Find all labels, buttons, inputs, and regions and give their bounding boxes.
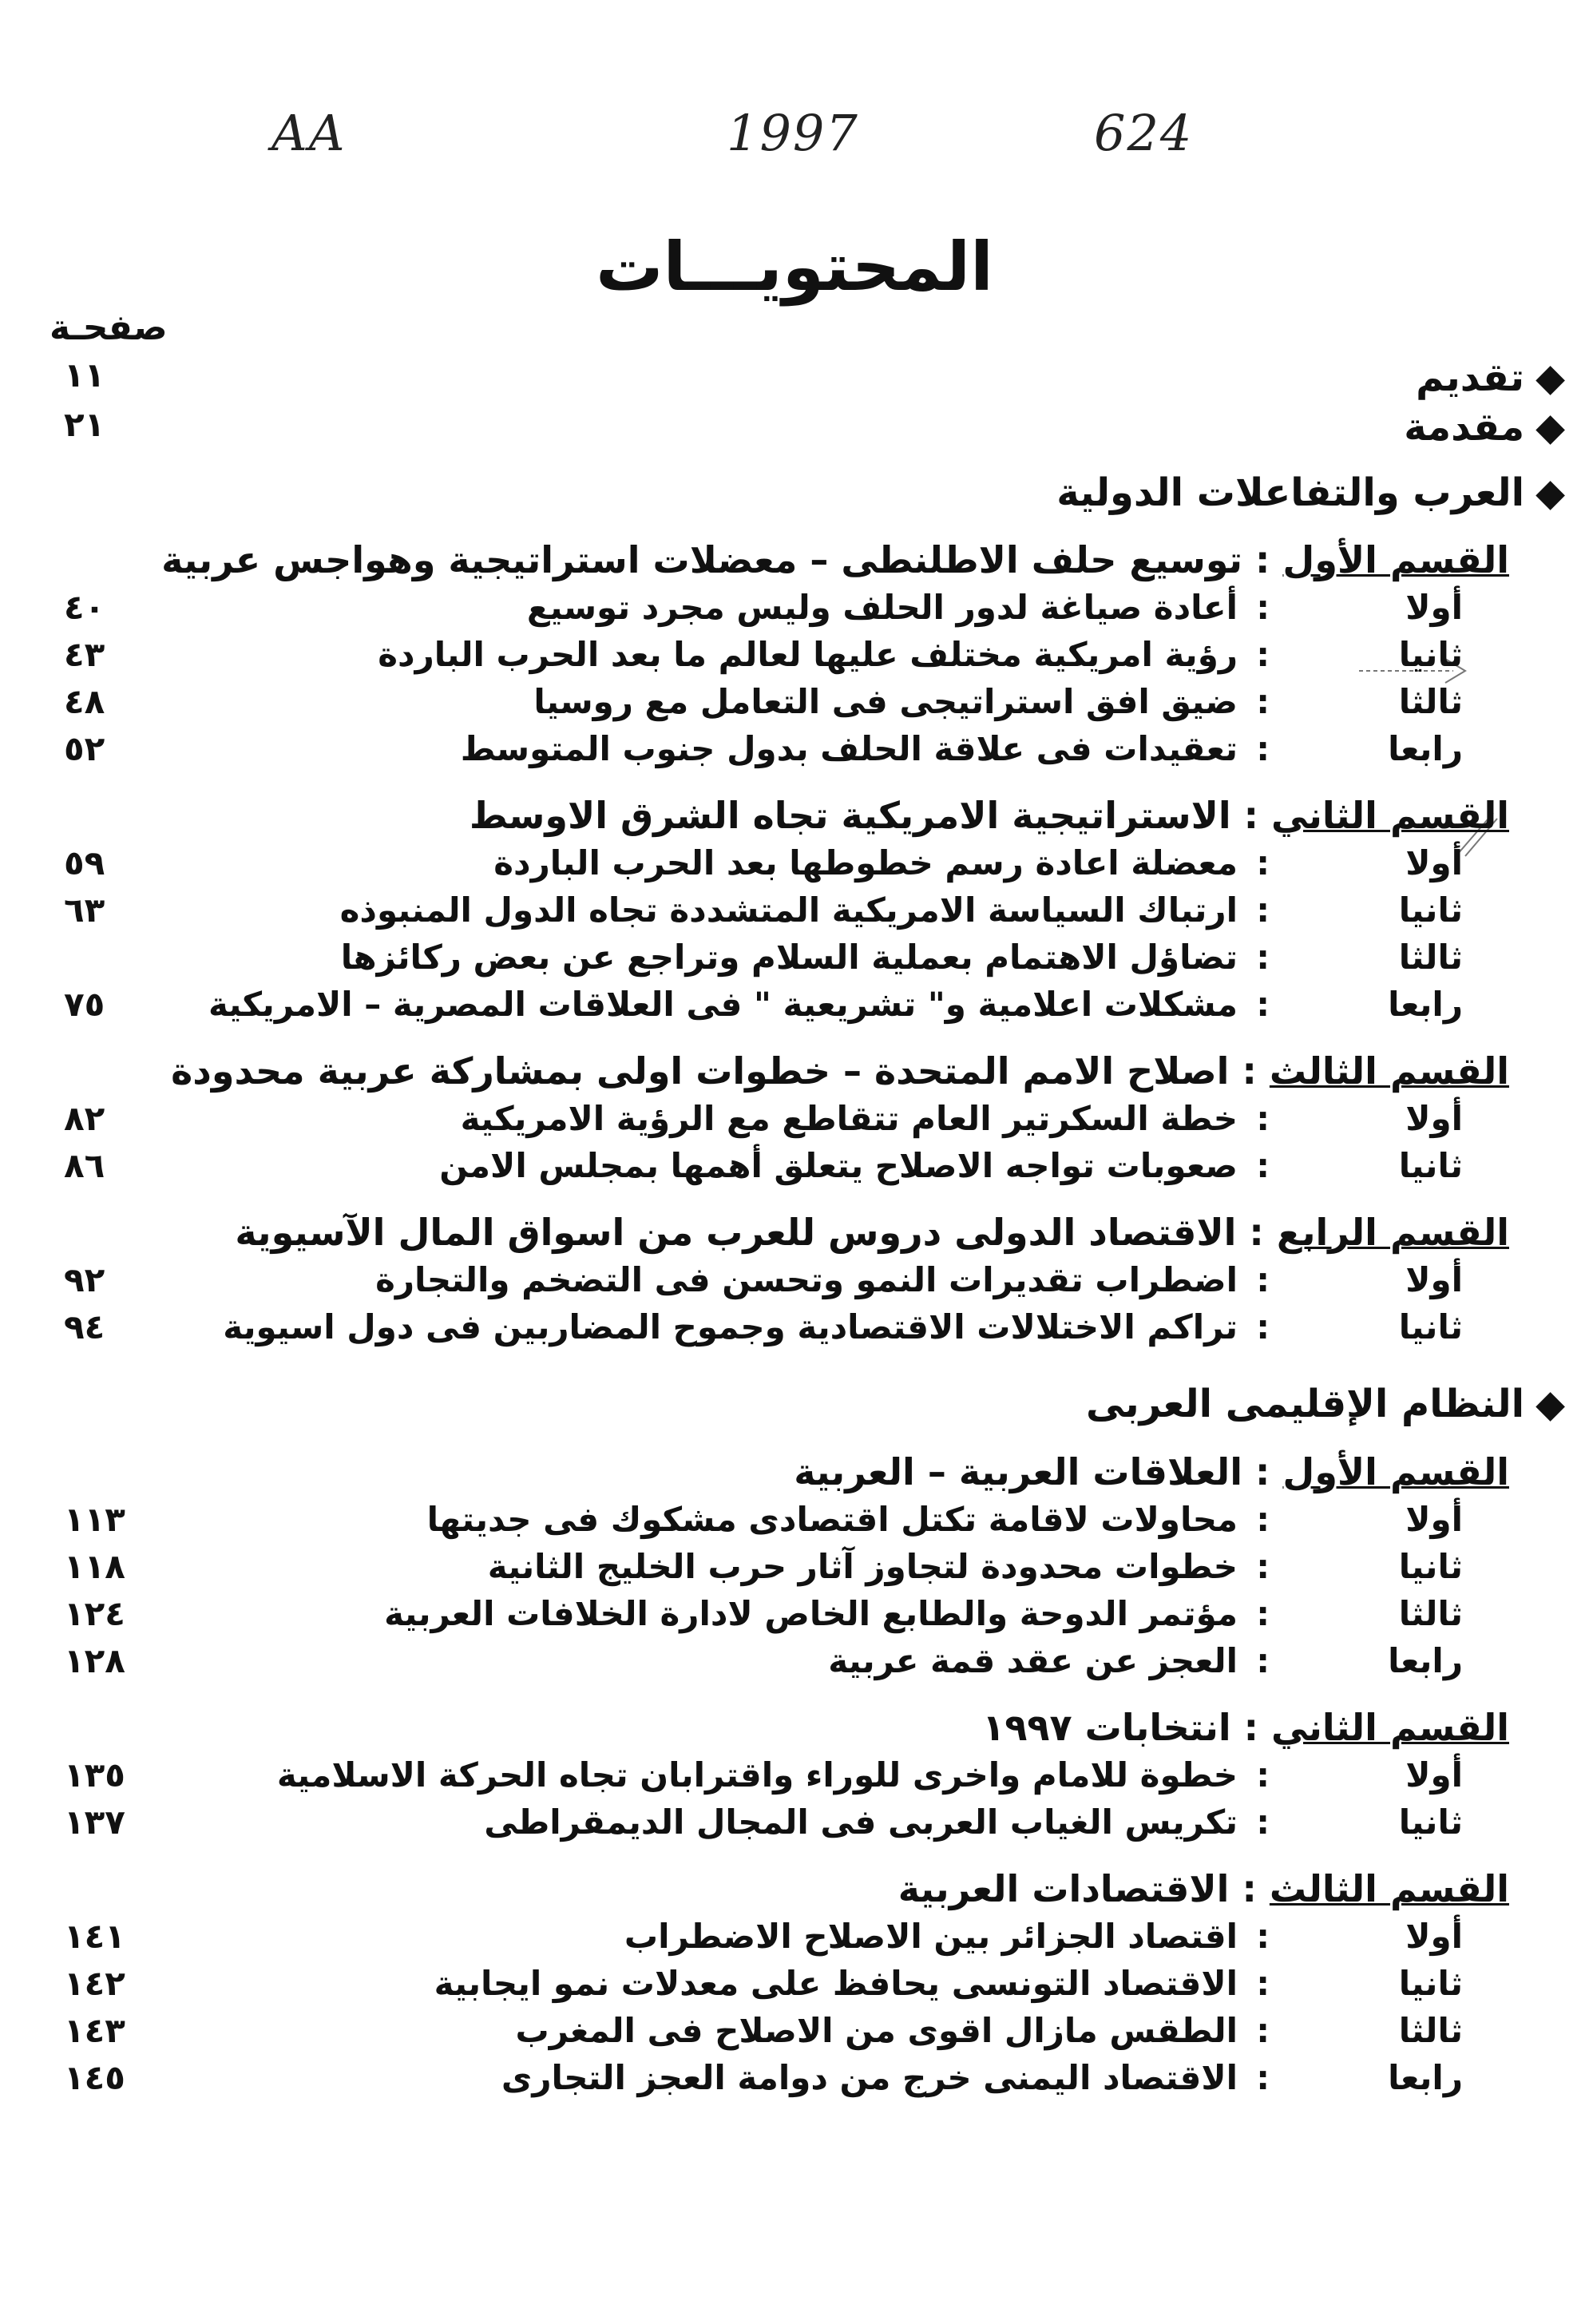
toc-item <box>0 1500 1589 1553</box>
item-ordinal: ثالثا <box>1398 2011 1463 2050</box>
item-ordinal: ثالثا <box>1398 1594 1463 1633</box>
item-colon: : <box>1256 682 1270 721</box>
item-ordinal: أولا <box>1405 843 1463 882</box>
item-colon: : <box>1256 1260 1270 1299</box>
section-title: الاقتصاد الدولى دروس للعرب من اسواق المال الآسيوية <box>235 1211 1237 1254</box>
toc-item <box>0 890 1589 943</box>
part-heading <box>1086 1382 1565 1426</box>
section-title: توسيع حلف الاطلنطى – معضلات استراتيجية وهواجس عربية <box>161 538 1242 581</box>
item-text: خطوة للامام واخرى للوراء واقترابان تجاه الحركة الاسلامية <box>276 1755 1238 1795</box>
section-title: انتخابات ١٩٩٧ <box>982 1706 1231 1749</box>
item-colon: : <box>1256 1307 1270 1346</box>
item-colon: : <box>1256 1594 1270 1633</box>
bullet-icon: ◆ <box>1536 470 1565 515</box>
section-title: العلاقات العربية – العربية <box>794 1450 1242 1493</box>
page-number: ١٤١ <box>64 1917 125 1956</box>
page-number: ٩٢ <box>64 1260 105 1299</box>
bullet-icon: ◆ <box>1536 405 1565 450</box>
item-ordinal: ثانيا <box>1398 1802 1463 1842</box>
toc-item <box>0 938 1589 990</box>
item-ordinal: أولا <box>1405 1500 1463 1539</box>
toc-section-heading <box>0 1867 1589 1920</box>
item-ordinal: ثانيا <box>1398 890 1463 930</box>
item-colon: : <box>1256 1547 1270 1586</box>
toc-section-heading <box>0 794 1589 847</box>
section-title: اصلاح الامم المتحدة – خطوات اولى بمشاركة عربية محدودة <box>171 1049 1230 1093</box>
item-text: اقتصاد الجزائر بين الاصلاح الاضطراب <box>624 1917 1238 1956</box>
toc-item <box>0 635 1589 688</box>
section-label: القسم الثاني <box>1271 794 1509 837</box>
item-ordinal: أولا <box>1405 1099 1463 1138</box>
toc-section-heading <box>0 1049 1589 1102</box>
item-colon: : <box>1256 938 1270 977</box>
toc-part-heading <box>0 1382 1589 1434</box>
item-colon: : <box>1256 588 1270 627</box>
page-number: ١٣٥ <box>64 1755 125 1795</box>
section-colon: : <box>1230 794 1272 837</box>
item-ordinal: رابعا <box>1388 985 1463 1024</box>
toc-item <box>0 1641 1589 1694</box>
page-number: ١١ <box>64 355 105 395</box>
item-colon: : <box>1256 1964 1270 2003</box>
item-ordinal: ثانيا <box>1398 1964 1463 2003</box>
item-ordinal: رابعا <box>1388 1641 1463 1680</box>
section-colon: : <box>1242 538 1283 581</box>
page-number: ١١٣ <box>64 1500 125 1539</box>
section-colon: : <box>1229 1049 1270 1093</box>
section-label: القسم الثالث <box>1269 1049 1509 1093</box>
page-number: ٧٥ <box>64 985 105 1024</box>
section-colon: : <box>1242 1450 1283 1493</box>
item-ordinal: أولا <box>1405 1917 1463 1956</box>
section-heading <box>470 794 1509 837</box>
toc-item <box>0 1307 1589 1360</box>
item-colon: : <box>1256 1802 1270 1842</box>
section-label: القسم الأول <box>1282 538 1509 581</box>
item-text: مؤتمر الدوحة والطابع الخاص لادارة الخلافات العربية <box>384 1594 1238 1633</box>
bullet-icon: ◆ <box>1536 1382 1565 1426</box>
page-number: ٨٦ <box>64 1146 105 1185</box>
page-number: ٩٤ <box>64 1307 105 1346</box>
page-number: ٨٢ <box>64 1099 105 1138</box>
page-number: ١٢٨ <box>64 1641 125 1680</box>
handwritten-note-left: AA <box>271 104 347 162</box>
toc-item <box>0 1802 1589 1855</box>
item-ordinal: ثانيا <box>1398 1307 1463 1346</box>
handwritten-year: 1997 <box>727 104 859 162</box>
page-number: ٦٣ <box>64 890 105 930</box>
intro-entry <box>1416 355 1565 400</box>
toc-item <box>0 2011 1589 2064</box>
toc-item <box>0 1917 1589 1969</box>
toc-section-heading <box>0 1450 1589 1503</box>
page-number: ٥٩ <box>64 843 105 882</box>
section-heading <box>161 538 1509 581</box>
item-text: صعوبات تواجه الاصلاح يتعلق أهمها بمجلس الامن <box>439 1146 1238 1185</box>
bullet-icon: ◆ <box>1536 355 1565 400</box>
item-text: خطة السكرتير العام تتقاطع مع الرؤية الامريكية <box>460 1099 1238 1138</box>
item-ordinal: أولا <box>1405 1755 1463 1795</box>
toc-part-heading <box>0 470 1589 523</box>
item-text: أعادة صياغة لدور الحلف وليس مجرد توسيع <box>526 588 1238 627</box>
item-colon: : <box>1256 843 1270 882</box>
section-label: القسم الثالث <box>1269 1867 1509 1910</box>
part-heading-text: العرب والتفاعلات الدولية <box>1056 470 1525 515</box>
section-label: القسم الرابع <box>1276 1211 1509 1254</box>
item-text: الاقتصاد اليمنى خرج من دوامة العجز التجارى <box>501 2058 1238 2097</box>
item-text: تكريس الغياب العربى فى المجال الديمقراطى <box>484 1802 1238 1842</box>
item-text: رؤية امريكية مختلف عليها لعالم ما بعد الحرب الباردة <box>378 635 1238 674</box>
item-colon: : <box>1256 1917 1270 1956</box>
section-heading <box>171 1049 1509 1093</box>
item-colon: : <box>1256 729 1270 768</box>
item-text: اضطراب تقديرات النمو وتحسن فى التضخم والتجارة <box>375 1260 1238 1299</box>
page-number: ٤٠ <box>64 588 105 627</box>
part-heading-text: النظام الإقليمى العربى <box>1086 1382 1525 1426</box>
page-number: ٢١ <box>64 405 105 444</box>
section-colon: : <box>1230 1706 1272 1749</box>
toc-item <box>0 1099 1589 1152</box>
section-label: القسم الأول <box>1282 1450 1509 1493</box>
section-heading <box>794 1450 1509 1493</box>
item-text: الاقتصاد التونسى يحافظ على معدلات نمو ايجابية <box>434 1964 1238 2003</box>
toc-section-heading <box>0 538 1589 591</box>
page-number: ١١٨ <box>64 1547 125 1586</box>
toc-item <box>0 1547 1589 1600</box>
item-ordinal: ثالثا <box>1398 682 1463 721</box>
toc-item <box>0 1260 1589 1313</box>
page-column-label: صفحـة <box>50 307 168 348</box>
toc-section-heading <box>0 1706 1589 1759</box>
item-text: ارتباك السياسة الامريكية المتشددة تجاه الدول المنبوذه <box>339 890 1238 930</box>
page-number: ٤٨ <box>64 682 105 721</box>
part-heading <box>1056 470 1565 515</box>
section-colon: : <box>1229 1867 1270 1910</box>
item-ordinal: أولا <box>1405 1260 1463 1299</box>
item-ordinal: ثانيا <box>1398 1146 1463 1185</box>
section-heading <box>235 1211 1509 1254</box>
item-ordinal: رابعا <box>1388 2058 1463 2097</box>
item-colon: : <box>1256 890 1270 930</box>
intro-entry-text: مقدمة <box>1404 405 1525 450</box>
item-colon: : <box>1256 1500 1270 1539</box>
page-number: ١٤٢ <box>64 1964 125 2003</box>
toc-item <box>0 1594 1589 1647</box>
section-label: القسم الثاني <box>1271 1706 1509 1749</box>
page-number: ٥٢ <box>64 729 105 768</box>
handwritten-number: 624 <box>1094 104 1194 162</box>
page-number: ١٤٥ <box>64 2058 125 2097</box>
intro-entry <box>1404 405 1565 450</box>
toc-item <box>0 843 1589 896</box>
item-text: تعقيدات فى علاقة الحلف بدول جنوب المتوسط <box>460 729 1238 768</box>
item-text: العجز عن عقد قمة عربية <box>828 1641 1238 1680</box>
item-text: معضلة اعادة رسم خطوطها بعد الحرب الباردة <box>493 843 1238 882</box>
toc-item <box>0 1755 1589 1808</box>
toc-item <box>0 1146 1589 1199</box>
item-colon: : <box>1256 635 1270 674</box>
item-text: تضاؤل الاهتمام بعملية السلام وتراجع عن بعض ركائزها <box>340 938 1238 977</box>
toc-item <box>0 1964 1589 2017</box>
item-ordinal: رابعا <box>1388 729 1463 768</box>
item-text: ضيق افق استراتيجى فى التعامل مع روسيا <box>533 682 1238 721</box>
item-colon: : <box>1256 985 1270 1024</box>
section-title: الاستراتيجية الامريكية تجاه الشرق الاوسط <box>469 794 1231 837</box>
item-ordinal: أولا <box>1405 588 1463 627</box>
item-ordinal: ثالثا <box>1398 938 1463 977</box>
item-colon: : <box>1256 1641 1270 1680</box>
section-title: الاقتصادات العربية <box>898 1867 1230 1910</box>
item-colon: : <box>1256 1099 1270 1138</box>
section-heading <box>898 1867 1509 1910</box>
item-text: تراكم الاختلالات الاقتصادية وجموح المضاربين فى دول اسيوية <box>223 1307 1238 1346</box>
toc-item <box>0 985 1589 1037</box>
page-number: ١٢٤ <box>64 1594 125 1633</box>
toc-item <box>0 682 1589 735</box>
item-ordinal: ثانيا <box>1398 635 1463 674</box>
page-number: ١٣٧ <box>64 1802 125 1842</box>
section-heading <box>982 1706 1509 1749</box>
toc-item <box>0 729 1589 782</box>
item-colon: : <box>1256 2058 1270 2097</box>
item-text: خطوات محدودة لتجاوز آثار حرب الخليج الثانية <box>487 1547 1238 1586</box>
section-colon: : <box>1236 1211 1277 1254</box>
item-ordinal: ثانيا <box>1398 1547 1463 1586</box>
page-number: ٤٣ <box>64 635 105 674</box>
item-text: الطقس مازال اقوى من الاصلاح فى المغرب <box>515 2011 1238 2050</box>
item-colon: : <box>1256 1755 1270 1795</box>
item-colon: : <box>1256 1146 1270 1185</box>
intro-entry-text: تقديم <box>1416 355 1525 400</box>
toc-item <box>0 588 1589 640</box>
page-title: المحتويـــات <box>596 228 993 306</box>
item-text: مشكلات اعلامية و" تشريعية " فى العلاقات المصرية – الامريكية <box>208 985 1238 1024</box>
page-number: ١٤٣ <box>64 2011 125 2050</box>
toc-intro-entry <box>0 405 1589 458</box>
item-colon: : <box>1256 2011 1270 2050</box>
toc-item <box>0 2058 1589 2111</box>
item-text: محاولات لاقامة تكتل اقتصادى مشكوك فى جديتها <box>426 1500 1238 1539</box>
toc-intro-entry <box>0 355 1589 408</box>
toc-section-heading <box>0 1211 1589 1263</box>
